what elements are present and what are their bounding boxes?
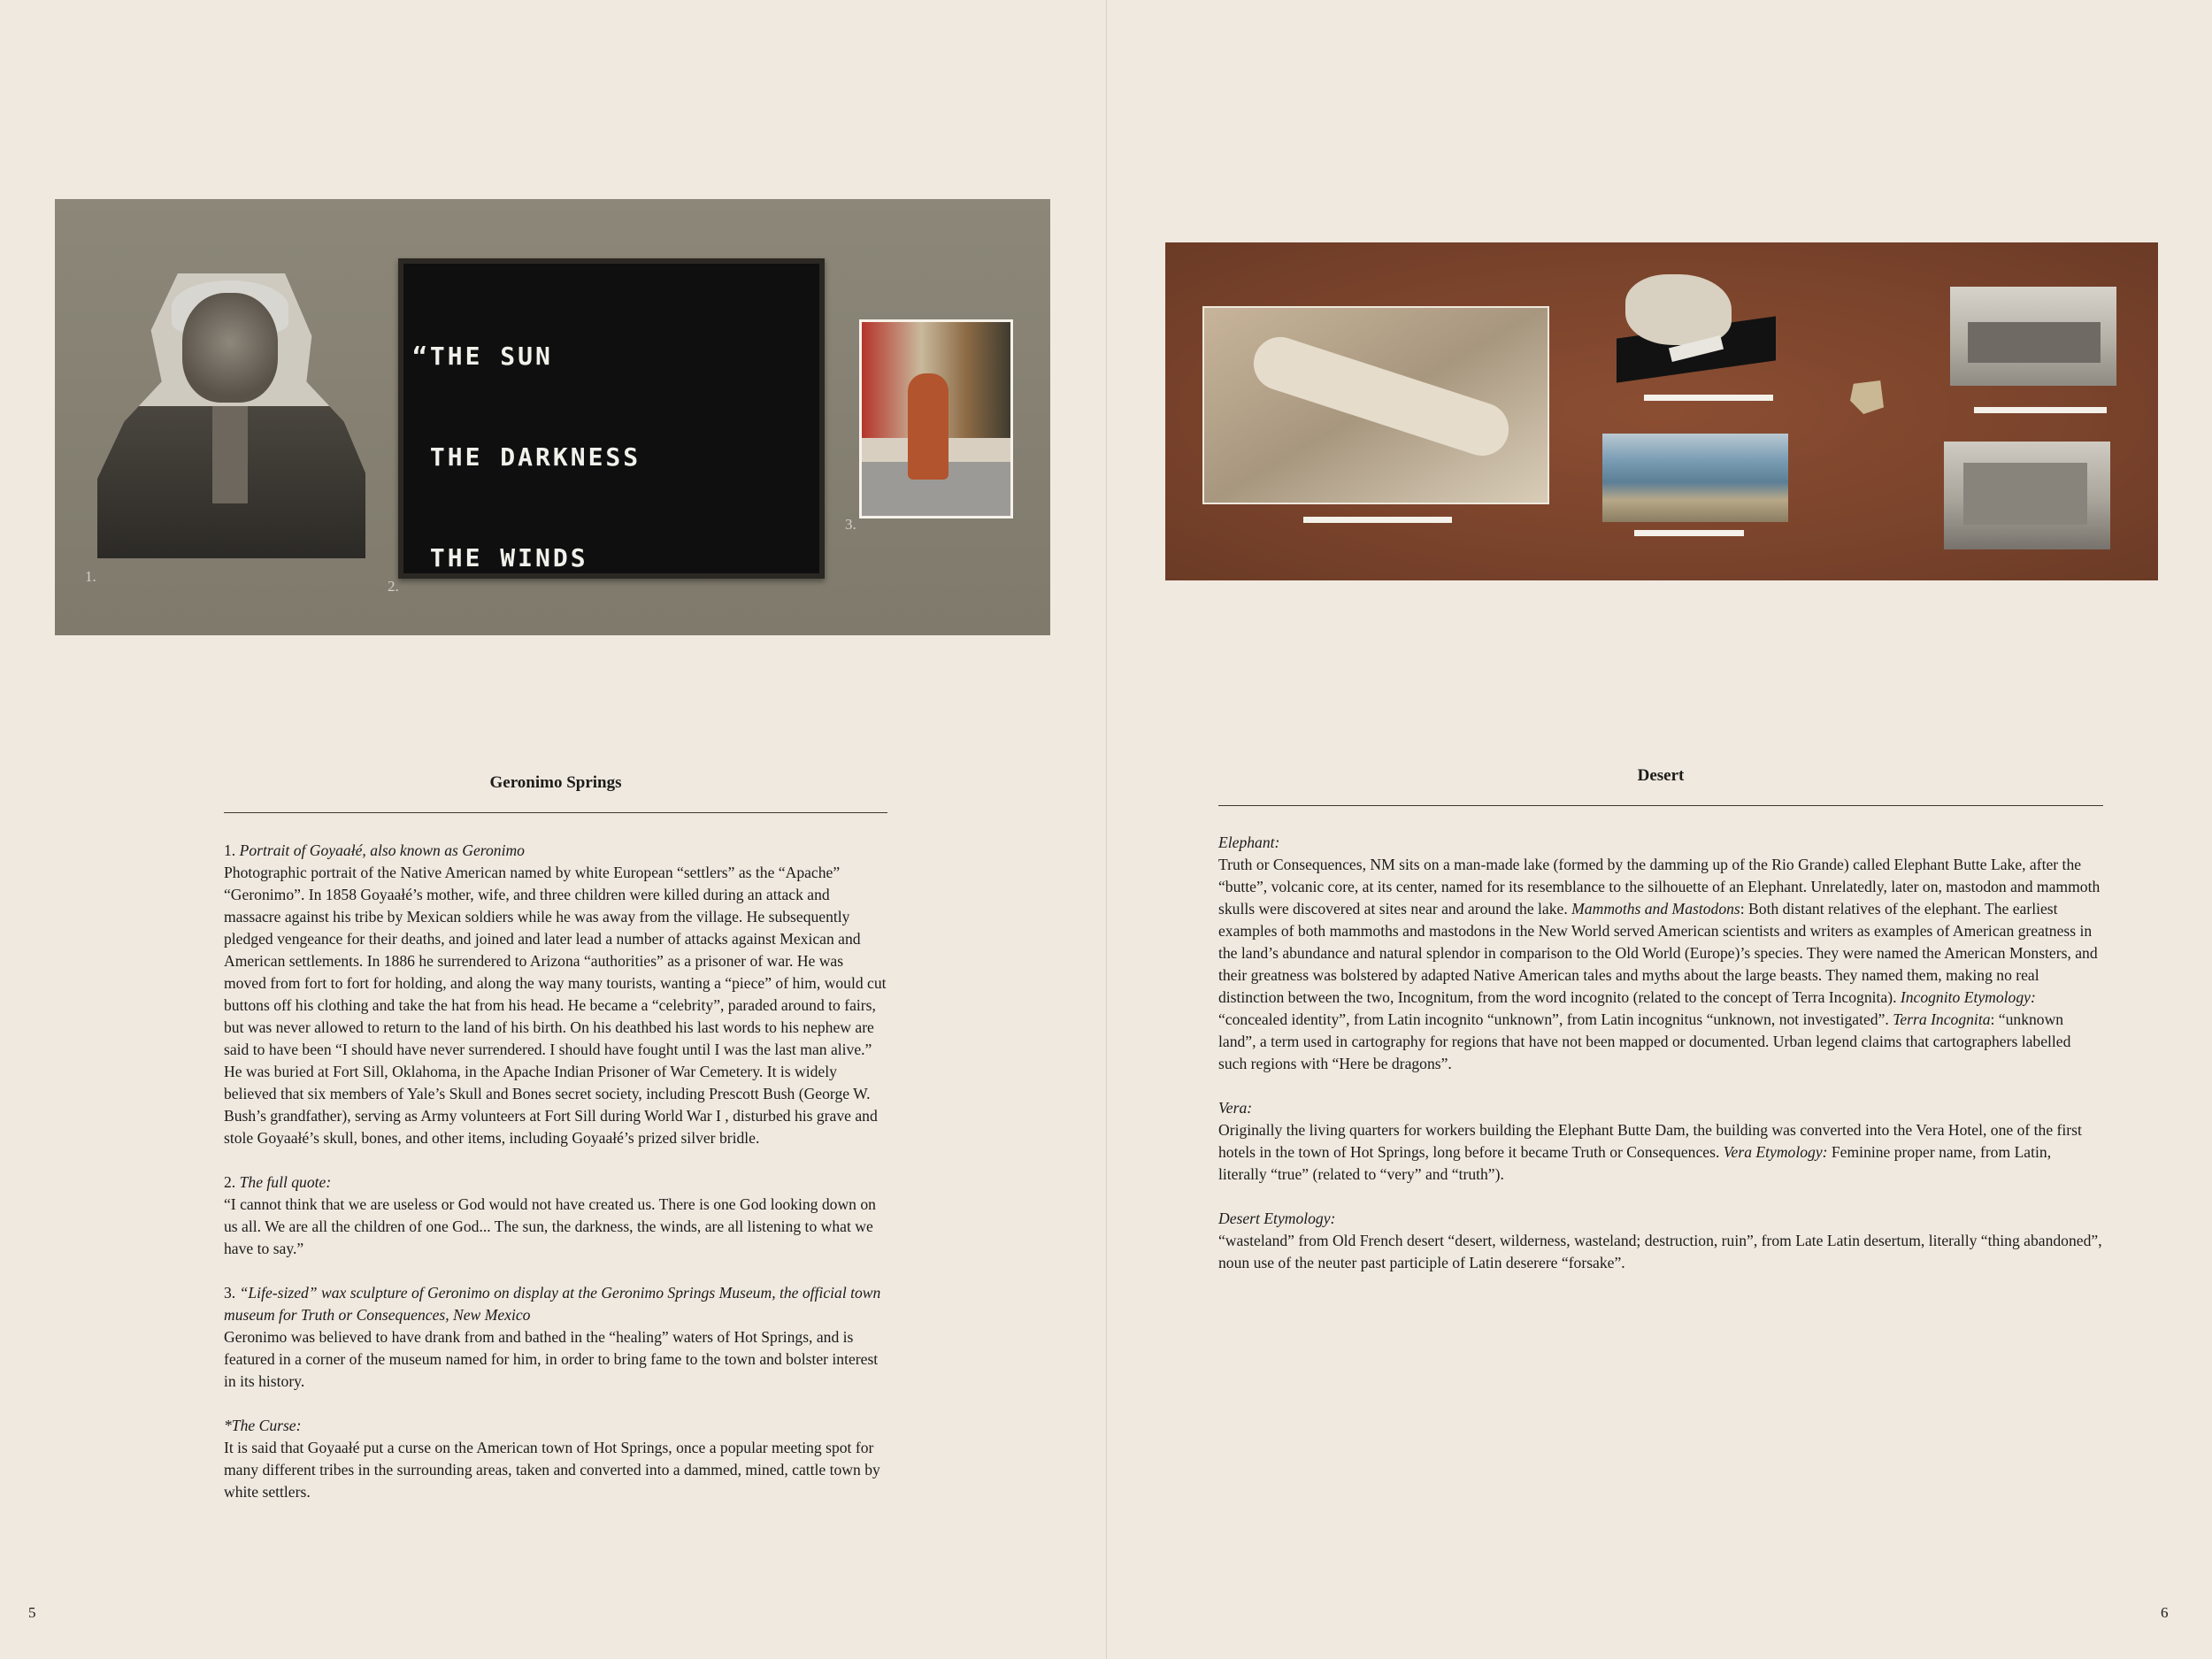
bone-fragment xyxy=(1850,380,1884,414)
label-strip xyxy=(1644,395,1773,401)
wax-sculpture-photo xyxy=(859,319,1013,518)
vera-heading: Vera: xyxy=(1218,1099,1253,1117)
section-title-geronimo-springs: Geronimo Springs xyxy=(489,773,622,792)
label-strip xyxy=(1634,530,1744,536)
mammoth-tusk-photo xyxy=(1202,306,1549,504)
exhibit-photo-desert xyxy=(1165,242,2158,580)
geronimo-portrait-image xyxy=(97,273,365,558)
curse-heading: *The Curse: xyxy=(224,1417,302,1434)
section-title-desert: Desert xyxy=(1637,766,1685,785)
label-strip xyxy=(1303,517,1452,523)
letterboard-line: “THE SUN xyxy=(412,342,553,371)
title-rule xyxy=(224,812,887,813)
curse-body: It is said that Goyaałé put a curse on the American town of Hot Springs, once a popular meeting spot for many different tribes in the surrounding areas, taken and converted into a dammed, mined, cattle town by white settlers. xyxy=(224,1439,880,1501)
exhibit-photo-geronimo xyxy=(55,199,1050,635)
vera-hotel-photo-2 xyxy=(1944,442,2110,549)
geronimo-body-text xyxy=(224,840,889,1503)
quote-letterboard xyxy=(398,258,825,579)
desert-etymology-heading: Desert Etymology: xyxy=(1218,1210,1336,1227)
caption-3-heading: 3. “Life-sized” wax sculpture of Geronimo on display at the Geronimo Springs Museum, the official town museum for Truth or Consequences, New Mexico xyxy=(224,1284,881,1324)
photo-label-1: 1. xyxy=(85,568,96,585)
caption-3-body: Geronimo was believed to have drank from and bathed in the “healing” waters of Hot Springs, and is featured in a corner of the museum named for him, in order to bring fame to the town and bolster interest in its history. xyxy=(224,1328,879,1390)
title-rule xyxy=(1218,805,2103,806)
vera-hotel-photo-1 xyxy=(1950,287,2116,386)
label-strip xyxy=(1974,407,2107,413)
mastodon-skull-object xyxy=(1608,274,1781,380)
photo-label-3: 3. xyxy=(845,516,856,533)
desert-body-text xyxy=(1218,832,2103,1274)
caption-1-heading: 1. Portrait of Goyaałé, also known as Geronimo xyxy=(224,841,525,859)
vera-body: Originally the living quarters for workers building the Elephant Butte Dam, the building was converted into the Vera Hotel, one of the first hotels in the town of Hot Springs, long before it became Truth or Consequences. Vera Etymology: Feminine proper name, from Latin, literally “true” (related to “very” and “truth”). xyxy=(1218,1121,2082,1183)
caption-1-body: Photographic portrait of the Native American named by white European “settlers” as the “Apache” “Geronimo”. In 1858 Goyaałé’s mother, wife, and three children were killed during an attack and massacre against his tribe by Mexican soldiers while he was away from the village. He subsequently pledged vengeance for their deaths, and joined and later lead a number of attacks against Mexican and American settlements. In 1886 he surrendered to Arizona “authorities” as a prisoner of war. He was moved from fort to fort for holding, and along the way many tourists, wanting a “piece” of him, would cut buttons off his clothing and take the hat from his head. He became a “celebrity”, paraded around to fairs, but was never allowed to return to the land of his birth. On his deathbed his last words to his nephew are said to have been “I should have never surrendered. I should have fought until I was the last man alive.” He was buried at Fort Sill, Oklahoma, in the Apache Indian Prisoner of War Cemetery. It is widely believed that six members of Yale’s Skull and Bones secret society, including Prescott Bush (George W. Bush’s grandfather), serving as Army volunteers at Fort Sill during World War I , disturbed his grave and stole Goyaałé’s skull, bones, and other items, including Goyaałé’s prized silver bridle. xyxy=(224,864,887,1147)
elephant-butte-lake-photo xyxy=(1602,434,1788,522)
elephant-heading: Elephant: xyxy=(1218,833,1280,851)
desert-etymology-body: “wasteland” from Old French desert “desert, wilderness, wasteland; destruction, ruin”, from Late Latin desertum, literally “thing abandoned”, noun use of the neuter past participle of Latin deserere “forsake”. xyxy=(1218,1232,2102,1271)
letterboard-line: THE WINDS xyxy=(412,543,588,572)
right-page xyxy=(1107,0,2212,1659)
page-number-right: 6 xyxy=(2161,1604,2169,1621)
photo-label-2: 2. xyxy=(388,578,399,595)
page-number-left: 5 xyxy=(28,1604,36,1621)
caption-2-body: “I cannot think that we are useless or God would not have created us. There is one God looking down on us all. We are all the children of one God... The sun, the darkness, the winds, are all listening to what we have to say.” xyxy=(224,1195,876,1257)
letterboard-line: THE DARKNESS xyxy=(412,442,641,472)
caption-2-heading: 2. The full quote: xyxy=(224,1173,332,1191)
letterboard-text xyxy=(412,273,810,635)
elephant-body: Truth or Consequences, NM sits on a man-made lake (formed by the damming up of the Rio Grande) called Elephant Butte Lake, after the “butte”, volcanic core, at its center, named for its resemblance to the silhouette of an Elephant. Unrelatedly, later on, mastodon and mammoth skulls were discovered at sites near and around the lake. Mammoths and Mastodons: Both distant relatives of the elephant. The earliest examples of both mammoths and mastodons in the New World served American scientists and writers as examples of American greatness in the land’s abundance and natural splendor in comparison to the Old World (Europe)’s species. They were named the American Monsters, and their greatness was bolstered by adapted Native American tales and myths about the large beasts. They named them, making no real distinction between the two, Incognitum, from the word incognito (related to the concept of Terra Incognita). Incognito Etymology: “concealed identity”, from Latin incognito “unknown”, from Latin incognitus “unknown, not investigated”. Terra Incognita: “unknown land”, a term used in cartography for regions that have not been mapped or documented. Urban legend claims that cartographers labelled such regions with “Here be dragons”. xyxy=(1218,856,2101,1072)
